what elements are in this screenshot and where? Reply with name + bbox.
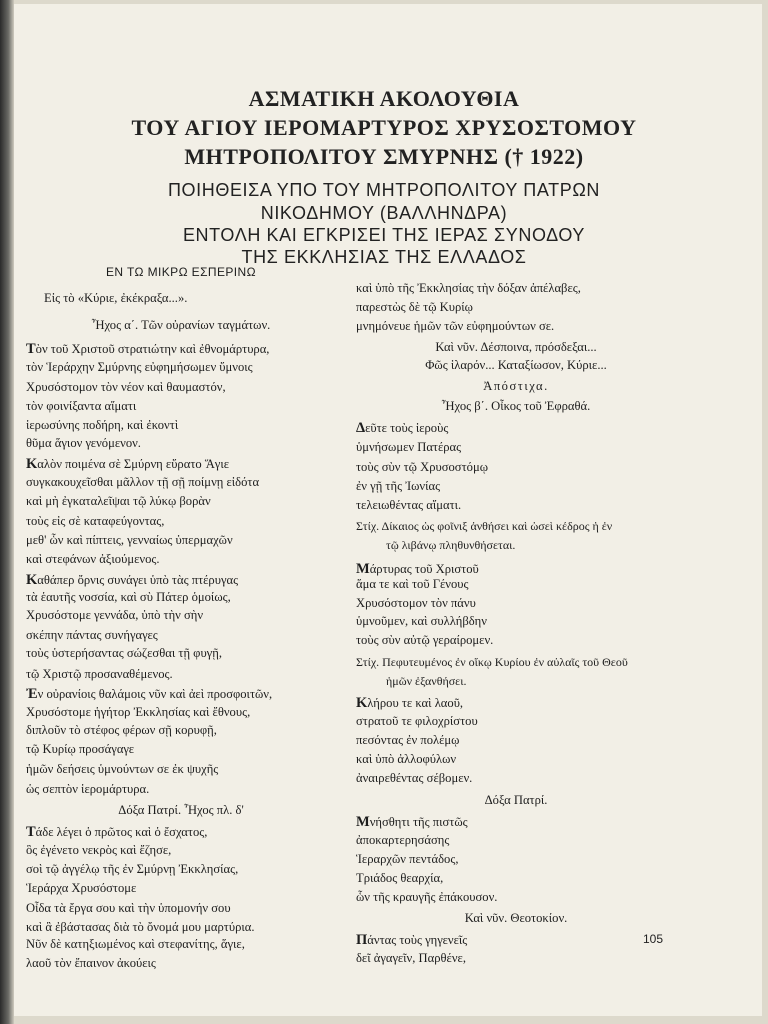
- hymn-line: συγκακουχεῖσθαι μᾶλλον τῇ σῇ ποίμνῃ εἰδότα: [26, 475, 260, 489]
- hymn-start-line: Δεῦτε τοὺς ἱεροὺς: [356, 420, 449, 436]
- hymn-line: τελειωθέντας αἵματι.: [356, 498, 462, 512]
- hymn-line: τοὺς σὺν αὐτῷ γεραίρομεν.: [356, 633, 494, 647]
- hymn-line: τοὺς ὑστερήσαντας σώζεσθαι τῇ φυγῇ,: [26, 646, 222, 660]
- hymn-line: Χρυσόστομε ἡγήτορ Ἐκκλησίας καὶ ἔθνους,: [26, 705, 251, 719]
- rubric-line: Καὶ νῦν. Θεοτοκίον.: [464, 911, 568, 925]
- subtitle-line: ΝΙΚΟΔΗΜΟΥ (ΒΑΛΛΗΝΔΡΑ): [260, 203, 508, 223]
- hymn-line: ἡμῶν δεήσεις ὑμνούντων σε ἐκ ψυχῆς: [26, 762, 219, 776]
- rubric-line: Φῶς ἱλαρόν... Καταξίωσον, Κύριε...: [425, 358, 607, 372]
- verse-line: ἡμῶν ἐξανθήσει.: [386, 674, 467, 688]
- hymn-line: σκέπην πάντας συνήγαγες: [26, 628, 158, 642]
- hymn-line: ἀποκαρτερησάσης: [356, 833, 450, 847]
- hymn-line: παρεστὼς δὲ τῷ Κυρίῳ: [356, 300, 473, 314]
- hymn-line: Τριάδος θεαρχία,: [356, 871, 444, 885]
- hymn-start-line: Κλήρου τε καὶ λαοῦ,: [356, 695, 464, 711]
- hymn-line: ὡς σεπτὸν ἱερομάρτυρα.: [26, 782, 150, 796]
- rubric-line: Ἦχος α΄. Τῶν οὐρανίων ταγμάτων.: [91, 318, 271, 332]
- hymn-line: Ἱεράρχα Χρυσόστομε: [26, 881, 137, 895]
- hymn-line: καὶ ὑπὸ τῆς Ἐκκλησίας τὴν δόξαν ἀπέλαβες,: [356, 281, 581, 295]
- hymn-start-line: Ἐν οὐρανίοις θαλάμοις νῦν καὶ ἀεὶ προσφοιτῶν,: [26, 686, 273, 702]
- hymn-start-line: Μνήσθητι τῆς πιστῶς: [356, 814, 468, 830]
- hymn-line: τὸν Ἱεράρχην Σμύρνης εὐφημήσωμεν ὕμνοις: [26, 360, 253, 374]
- hymn-line: ἱερωσύνης ποδήρη, καὶ ἐκοντὶ: [26, 418, 179, 432]
- section-heading: Ἀπόστιχα.: [483, 379, 549, 393]
- hymn-line: καὶ ὑπὸ ἀλλοφύλων: [356, 752, 457, 766]
- hymn-line: μνημόνευε ἡμῶν τῶν εὐφημούντων σε.: [356, 319, 555, 333]
- page-number: 105: [643, 932, 664, 946]
- hymn-line: ἐν γῇ τῆς Ἰωνίας: [356, 479, 441, 493]
- verse-line: Στίχ. Δίκαιος ὡς φοῖνιξ ἀνθήσει καὶ ὡσεὶ κέδρος ἡ ἐν: [356, 519, 613, 533]
- hymn-line: τῷ Χριστῷ προσαναθέμενος.: [26, 667, 173, 681]
- hymn-line: Νῦν δὲ κατηξιωμένος καὶ στεφανίτης, ἅγιε,: [26, 937, 245, 951]
- hymn-start-line: Καλὸν ποιμένα σὲ Σμύρνη εὕρατο Ἅγιε: [26, 456, 230, 472]
- subtitle-line: ΤΗΣ ΕΚΚΛΗΣΙΑΣ ΤΗΣ ΕΛΛΑΔΟΣ: [241, 247, 527, 267]
- hymn-line: Χρυσόστομον τὸν πάνυ: [356, 596, 476, 610]
- hymn-line: καὶ στεφάνων ἀξιούμενος.: [26, 552, 160, 566]
- hymn-line: Χρυσόστομον τὸν νέον καὶ θαυμαστόν,: [26, 380, 226, 394]
- verse-line: Στίχ. Πεφυτευμένος ἐν οἴκῳ Κυρίου ἐν αὐλαῖς τοῦ Θεοῦ: [356, 655, 628, 669]
- hymn-line: ὧν τῆς κραυγῆς ἐπάκουσον.: [356, 890, 498, 904]
- hymn-line: στρατοῦ τε φιλοχρίστου: [356, 714, 478, 728]
- title-line: ΤΟΥ ΑΓΙΟΥ ΙΕΡΟΜΑΡΤΥΡΟΣ ΧΡΥΣΟΣΤΟΜΟΥ: [131, 115, 637, 140]
- hymn-line: σοὶ τῷ ἀγγέλῳ τῆς ἐν Σμύρνῃ Ἐκκλησίας,: [26, 862, 239, 876]
- section-heading: ΕΝ ΤΩ ΜΙΚΡΩ ΕΣΠΕΡΙΝΩ: [106, 265, 256, 279]
- hymn-line: καὶ ἃ ἐβάστασας διὰ τὸ ὄνομά μου μαρτύρια.: [26, 920, 255, 934]
- rubric-line: Καὶ νῦν. Δέσποινα, πρόσδεξαι...: [435, 340, 597, 354]
- subtitle-line: ΠΟΙΗΘΕΙΣΑ ΥΠΟ ΤΟΥ ΜΗΤΡΟΠΟΛΙΤΟΥ ΠΑΤΡΩΝ: [167, 180, 601, 200]
- hymn-line: ὑμνοῦμεν, καὶ συλλήβδην: [356, 614, 487, 628]
- rubric-line: Δόξα Πατρί.: [484, 793, 548, 807]
- hymn-start-line: Τὸν τοῦ Χριστοῦ στρατιώτην καὶ ἐθνομάρτυρα,: [26, 341, 270, 357]
- hymn-start-line: Μάρτυρας τοῦ Χριστοῦ: [356, 561, 479, 577]
- right-column: [356, 0, 696, 1024]
- hymn-line: Ἱεραρχῶν πεντάδος,: [356, 852, 459, 866]
- title-line: ΜΗΤΡΟΠΟΛΙΤΟΥ ΣΜΥΡΝΗΣ († 1922): [184, 144, 584, 169]
- rubric-line: Εἰς τὸ «Κύριε, ἐκέκραξα...».: [44, 291, 188, 305]
- hymn-line: Οἶδα τὰ ἔργα σου καὶ τὴν ὑπομονήν σου: [26, 901, 231, 915]
- hymn-line: τὰ ἑαυτῆς νοσσία, καὶ σὺ Πάτερ ὁμοίως,: [26, 590, 231, 604]
- hymn-line: μεθ' ὧν καὶ πίπτεις, γενναίως ὑπερμαχῶν: [26, 533, 233, 547]
- hymn-line: τὸν φοινίξαντα αἵματι: [26, 399, 137, 413]
- hymn-line: Χρυσόστομε γεννάδα, ὑπὸ τὴν σὴν: [26, 608, 204, 622]
- subtitle-line: ΕΝΤΟΛΗ ΚΑΙ ΕΓΚΡΙΣΕΙ ΤΗΣ ΙΕΡΑΣ ΣΥΝΟΔΟΥ: [182, 225, 586, 245]
- hymn-start-line: Πάντας τοὺς γηγενεῖς: [356, 932, 468, 948]
- hymn-line: ὑμνήσωμεν Πατέρας: [356, 440, 462, 454]
- hymn-line: λαοῦ τὸν ἔπαινον ἀκούεις: [26, 956, 156, 970]
- hymn-line: θῦμα ἅγιον γενόμενον.: [26, 436, 141, 450]
- hymn-start-line: Τάδε λέγει ὁ πρῶτος καὶ ὁ ἔσχατος,: [26, 824, 208, 840]
- hymn-line: τοὺς εἰς σὲ καταφεύγοντας,: [26, 514, 165, 528]
- rubric-line: Ἦχος β΄. Οἶκος τοῦ Ἐφραθά.: [441, 399, 591, 413]
- hymn-line: τοὺς σὺν τῷ Χρυσοστόμῳ: [356, 460, 488, 474]
- verse-line: τῷ λιβάνῳ πληθυνθήσεται.: [386, 538, 516, 552]
- hymn-line: διπλοῦν τὸ στέφος φέρων σῇ κορυφῇ,: [26, 723, 217, 737]
- hymn-line: πεσόντας ἐν πολέμῳ: [356, 733, 460, 747]
- hymn-line: δεῖ ἀγαγεῖν, Παρθένε,: [356, 951, 466, 965]
- hymn-line: τῷ Κυρίῳ προσάγαγε: [26, 742, 135, 756]
- rubric-line: Δόξα Πατρί. Ἦχος πλ. δ': [118, 803, 244, 817]
- hymn-line: ἀναιρεθέντας σέβομεν.: [356, 771, 473, 785]
- left-column: [26, 0, 336, 1024]
- title-line: ΑΣΜΑΤΙΚΗ ΑΚΟΛΟΥΘΙΑ: [248, 86, 520, 111]
- hymn-line: ὃς ἐγένετο νεκρὸς καὶ ἔζησε,: [26, 843, 172, 857]
- hymn-line: ἅμα τε καὶ τοῦ Γένους: [356, 577, 469, 591]
- hymn-line: καὶ μὴ ἐγκαταλεῖψαι τῷ λύκῳ βορὰν: [26, 494, 211, 508]
- hymn-start-line: Καθάπερ ὄρνις συνάγει ὑπὸ τὰς πτέρυγας: [26, 572, 239, 588]
